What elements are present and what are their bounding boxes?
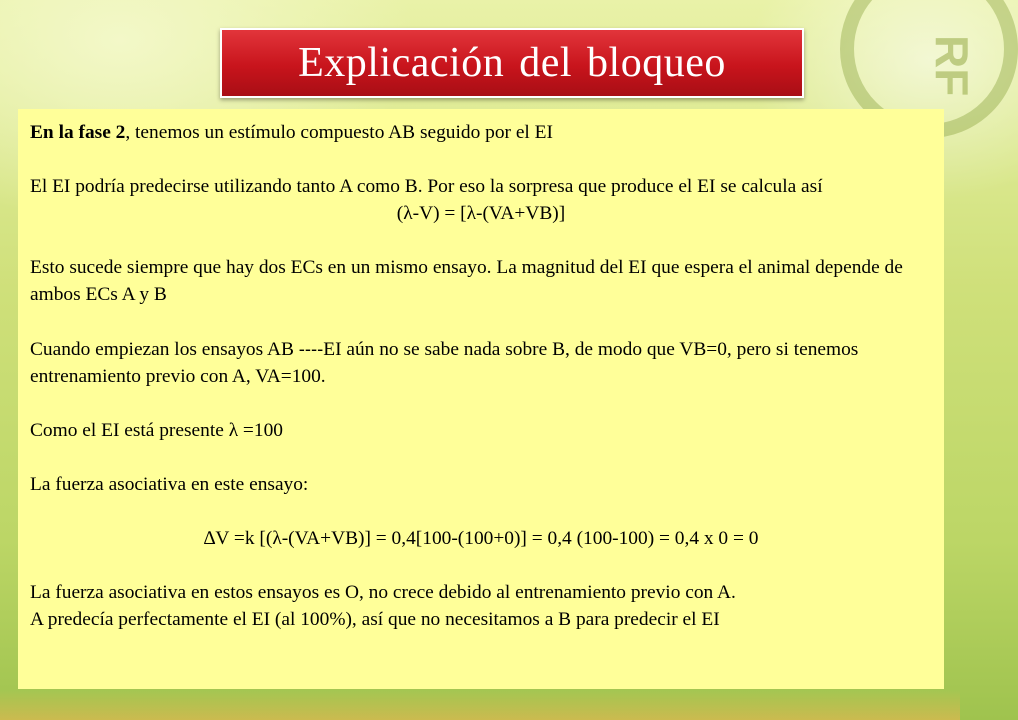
phase-2-label: En la fase 2 [30,122,126,143]
slide-title-banner [220,28,804,98]
paragraph-two-cs: Esto sucede siempre que hay dos ECs en un mismo ensayo. La magnitud del EI que espera el animal depende de ambos ECs A y B [30,257,903,305]
slide-title: Explicación del bloqueo [298,40,726,86]
slide-content-panel [18,109,944,689]
paragraph-lambda: Como el EI está presente λ =100 [30,420,283,441]
phase-2-text: , tenemos un estímulo compuesto AB seguido por el EI [125,122,553,143]
background-watermark: RF [926,35,978,97]
paragraph-phase-2 [30,119,932,146]
formula-surprise: (λ-V) = [λ-(VA+VB)] [396,203,566,224]
formula-delta-v: ∆V =k [(λ-(VA+VB)] = 0,4[100-(100+0)] = 0,4 (100-100) = 0,4 x 0 = 0 [203,528,759,549]
background-bottom-glow [0,690,960,720]
paragraph-associative-strength: La fuerza asociativa en este ensayo: [30,474,309,495]
conclusion-line-1: La fuerza asociativa en estos ensayos es O, no crece debido al entrenamiento previo con A. [30,582,736,603]
conclusion-line-2: A predecía perfectamente el EI (al 100%), así que no necesitamos a B para predecir el EI [30,609,720,630]
paragraph-trials-start: Cuando empiezan los ensayos AB ----EI aún no se sabe nada sobre B, de modo que VB=0, pero si tenemos entrenamiento previo con A, VA=100. [30,338,859,387]
paragraph-prediction: El EI podría predecirse utilizando tanto A como B. Por eso la sorpresa que produce el EI se calcula así [30,176,823,197]
